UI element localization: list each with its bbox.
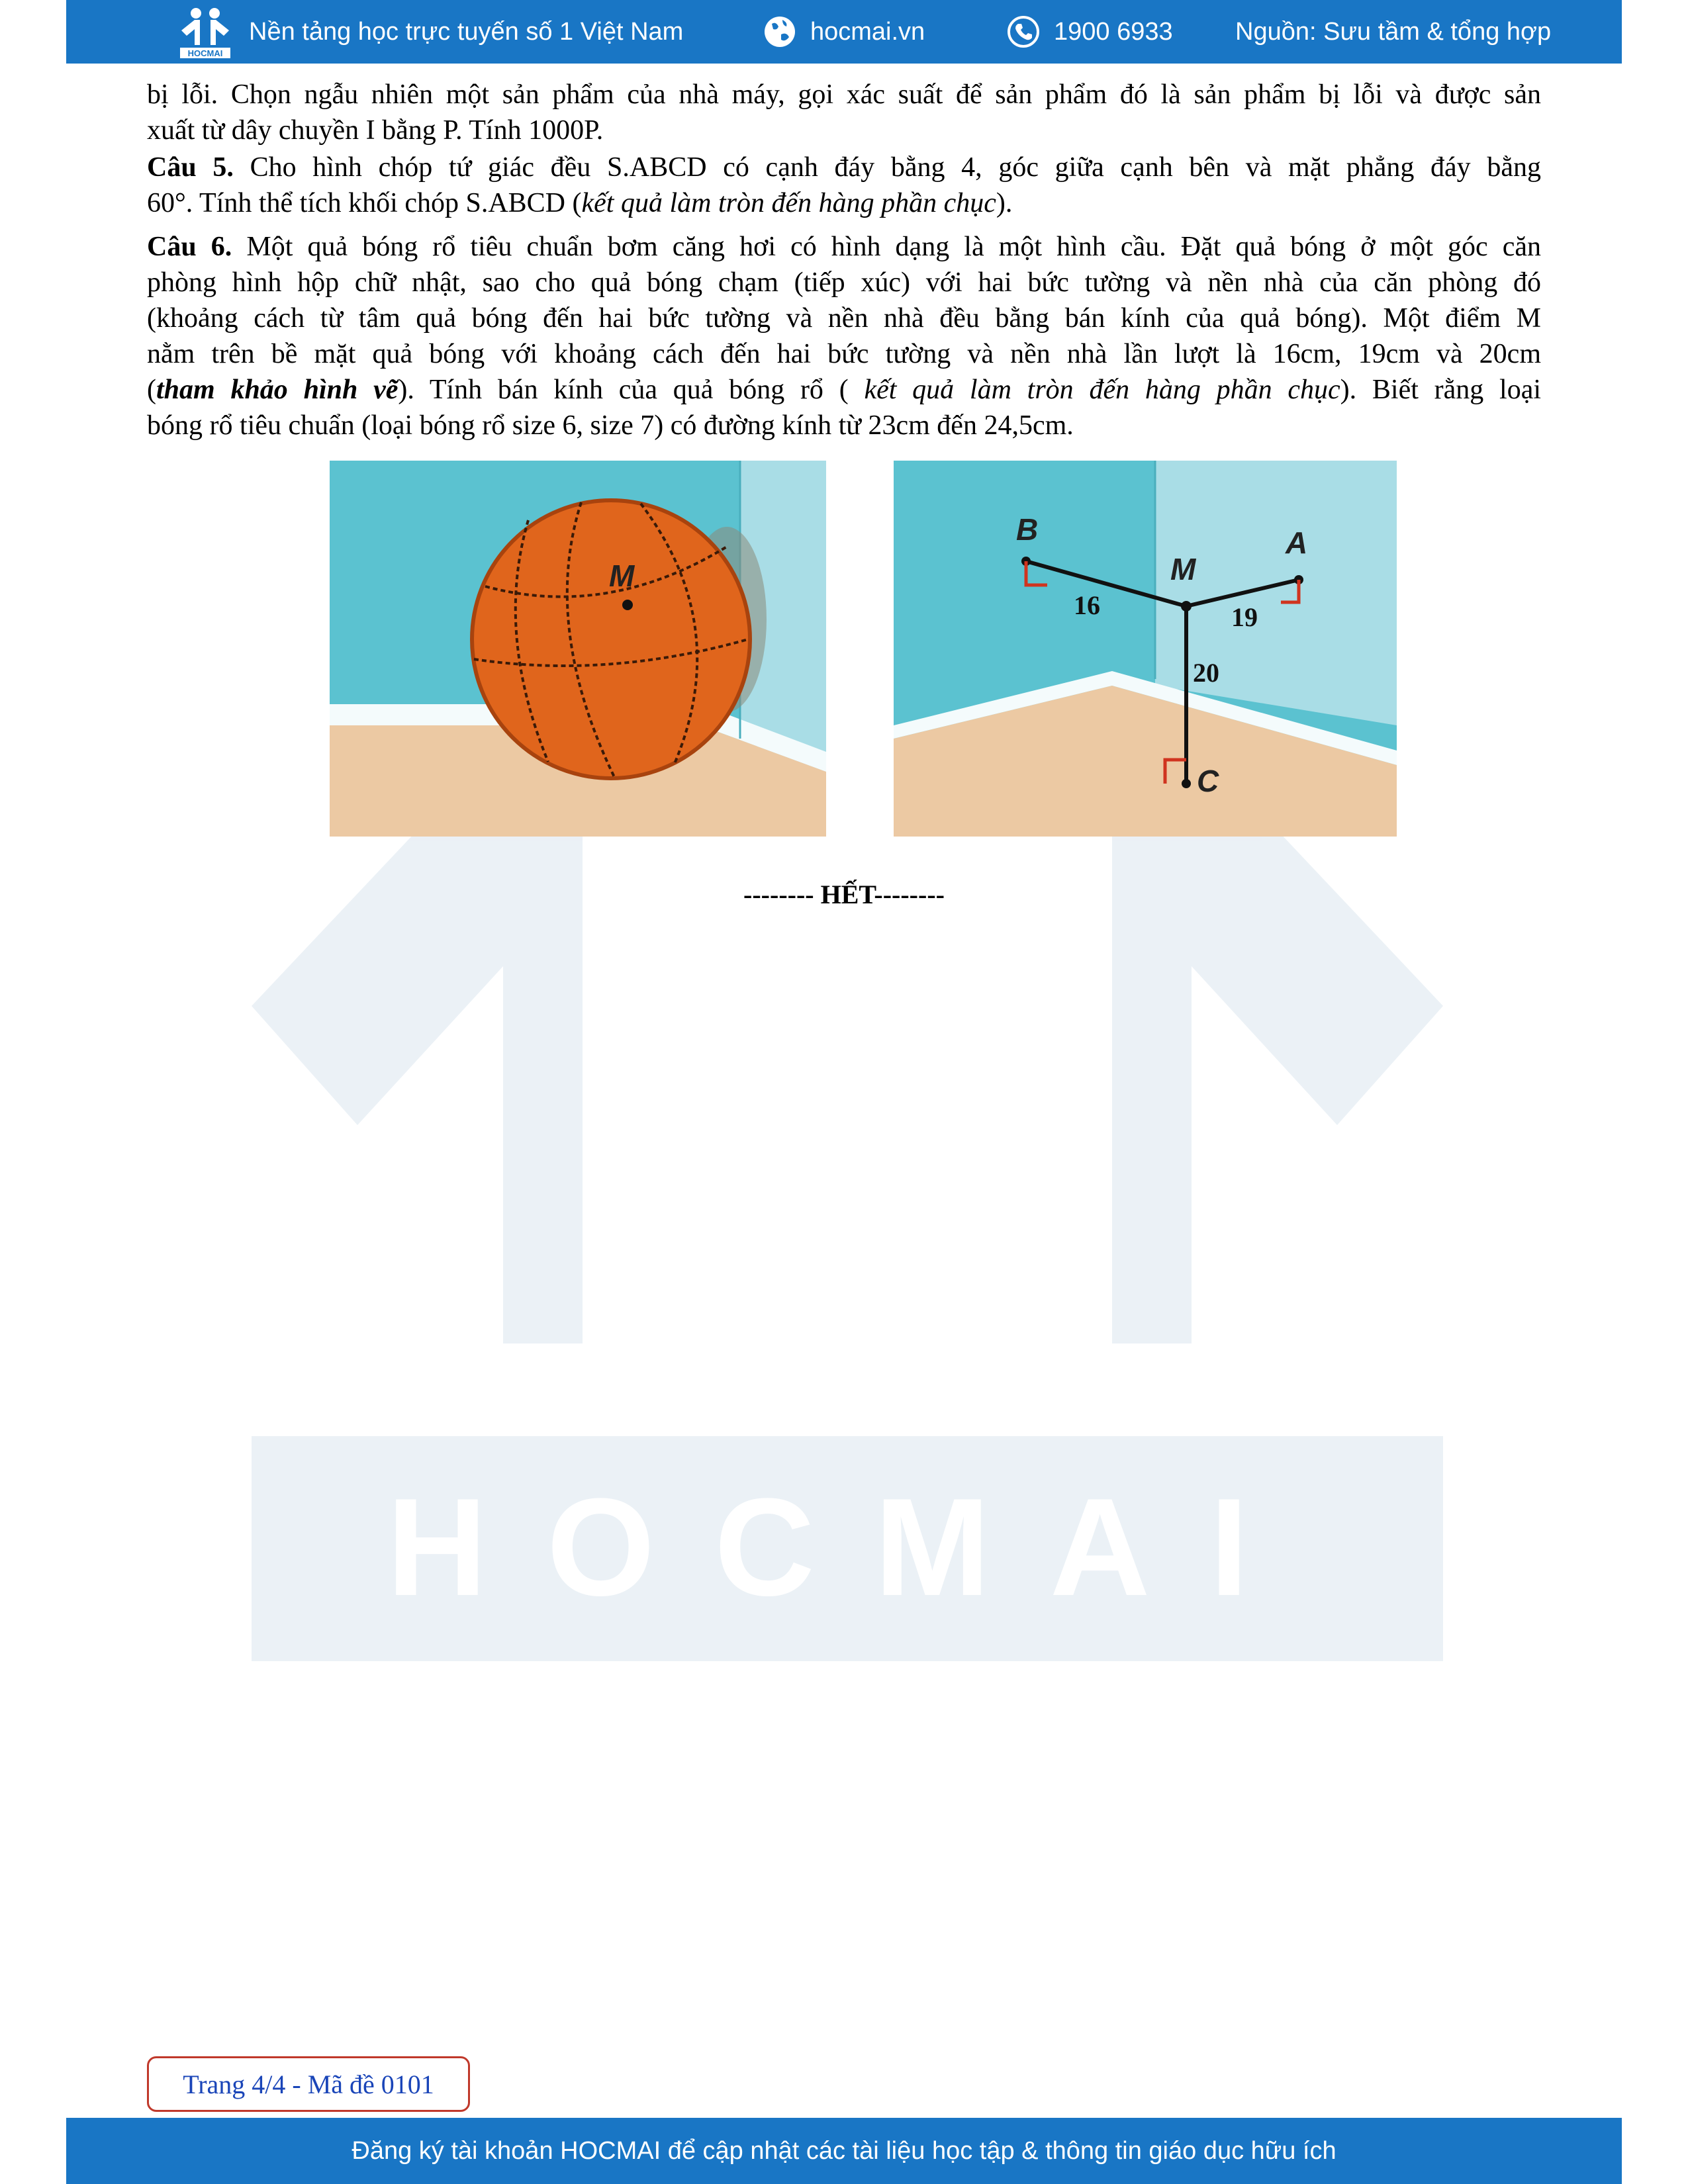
header-phone[interactable] [1006, 0, 1173, 64]
header-logo[interactable] [177, 0, 233, 64]
point-m-dot [622, 600, 633, 610]
previous-question-text [147, 77, 1541, 148]
label-a: A [1286, 525, 1308, 560]
header-website[interactable] [763, 0, 925, 64]
bottom-banner[interactable]: Đăng ký tài khoản HOCMAI để cập nhật các tài liệu học tập & thông tin giáo dục hữu ích [66, 2118, 1622, 2184]
question-5-rounding-note: kết quả làm tròn đến hàng phần chục [581, 188, 996, 218]
question-6-line-1: Một quả bóng rổ tiêu chuẩn bơm căng hơi có hình dạng là một hình cầu. Đặt quả bóng ở một góc căn [246, 232, 1541, 262]
question-5 [147, 150, 1541, 221]
question-6-figure-ref: tham khảo hình vẽ [156, 375, 399, 405]
question-6-line-2: phòng hình hộp chữ nhật, sao cho quả bóng chạm (tiếp xúc) với hai bức tường và nền nhà của căn phòng đó [147, 267, 1541, 298]
question-6-label: Câu 6. [147, 232, 232, 262]
question-5-line-2c: ). [996, 188, 1013, 218]
question-5-line-2a: 60°. Tính thể tích khối chóp S.ABCD ( [147, 188, 582, 218]
hocmai-logo-icon [177, 4, 233, 60]
distance-19-label: 19 [1231, 602, 1258, 632]
label-m: M [1170, 552, 1196, 586]
point-m-dot [1181, 601, 1192, 612]
phone-number[interactable]: 1900 6933 [1054, 17, 1173, 46]
question-6-rounding-note: kết quả làm tròn đến hàng phần chục [848, 375, 1340, 405]
distance-16-label: 16 [1074, 590, 1100, 620]
end-of-exam-marker: -------- HẾT-------- [743, 880, 945, 909]
question-6-line-3: (khoảng cách từ tâm quả bóng đến hai bức tường và nền nhà đều bằng bán kính của quả bóng). Một điểm M [147, 303, 1541, 334]
globe-icon [763, 15, 797, 49]
question-5-line-1: Cho hình chóp tứ giác đều S.ABCD có cạnh đáy bằng 4, góc giữa cạnh bên và mặt phẳng đáy bằng [250, 152, 1541, 183]
top-header-bar [66, 0, 1622, 64]
prev-line-2: xuất từ dây chuyền I bằng P. Tính 1000P. [147, 115, 604, 146]
distance-diagram-figure [894, 461, 1397, 837]
label-c: C [1197, 764, 1219, 798]
watermark-text: HOCMAI [387, 1469, 1308, 1625]
label-b: B [1016, 512, 1039, 547]
question-6-line-5a: ( [147, 375, 156, 405]
page-info-box: Trang 4/4 - Mã đề 0101 [147, 2056, 470, 2112]
question-5-label: Câu 5. [147, 152, 234, 183]
distance-20-label: 20 [1193, 658, 1219, 688]
point-c-dot [1182, 779, 1191, 788]
svg-text:HOCMAI: HOCMAI [187, 48, 223, 58]
question-6-line-5c: ). Tính bán kính của quả bóng rổ ( [398, 375, 849, 405]
website-link[interactable]: hocmai.vn [810, 17, 925, 46]
point-m-label: M [609, 559, 635, 593]
question-6-line-4: nằm trên bề mặt quả bóng với khoảng cách đến hai bức tường và nền nhà lần lượt là 16cm, 19cm và 20cm [147, 339, 1541, 369]
prev-line-1: bị lỗi. Chọn ngẫu nhiên một sản phẩm của nhà máy, gọi xác suất để sản phẩm đó là sản phẩm bị lỗi và được sản [147, 79, 1541, 110]
basketball-corner-figure [330, 461, 826, 837]
header-tagline: Nền tảng học trực tuyến số 1 Việt Nam [249, 17, 684, 46]
question-6 [147, 229, 1541, 443]
question-6-line-5e: ). Biết rằng loại [1340, 375, 1541, 405]
question-6-line-6: bóng rổ tiêu chuẩn (loại bóng rổ size 6, size 7) có đường kính từ 23cm đến 24,5cm. [147, 410, 1074, 441]
phone-icon [1006, 15, 1041, 49]
header-source: Nguồn: Sưu tầm & tổng hợp [1235, 17, 1552, 46]
